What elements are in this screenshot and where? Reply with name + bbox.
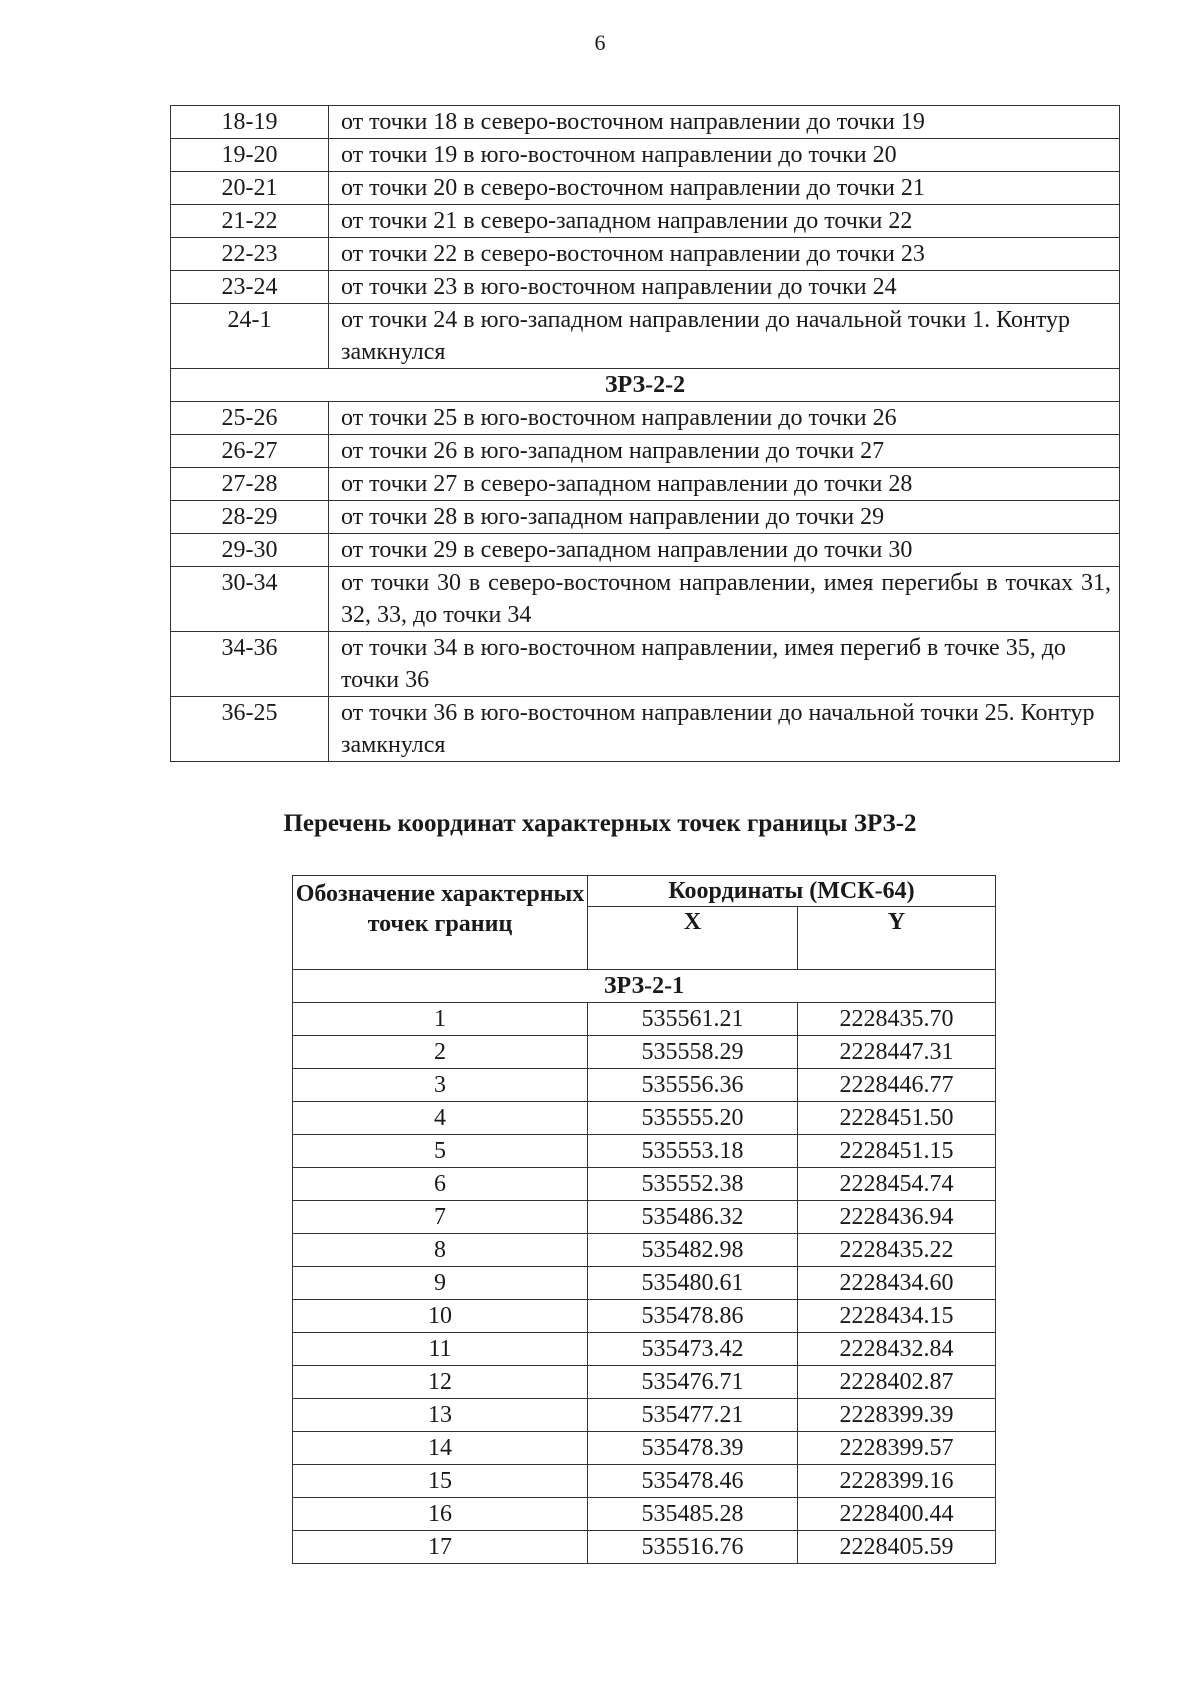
coordinate-row bbox=[293, 1135, 996, 1168]
coordinate-row bbox=[293, 1366, 996, 1399]
segment-description: от точки 28 в юго-западном направлении до точки 29 bbox=[329, 501, 1120, 534]
segment-row bbox=[171, 632, 1120, 697]
y-coordinate: 2228405.59 bbox=[798, 1531, 996, 1564]
x-axis-header: X bbox=[588, 907, 798, 970]
y-coordinate: 2228400.44 bbox=[798, 1498, 996, 1531]
coordinate-row bbox=[293, 1201, 996, 1234]
segment-id: 28-29 bbox=[171, 501, 329, 534]
segment-id: 20-21 bbox=[171, 172, 329, 205]
segment-id: 36-25 bbox=[171, 697, 329, 762]
segment-row bbox=[171, 468, 1120, 501]
segment-description: от точки 34 в юго-восточном направлении, имея перегиб в точке 35, до точки 36 bbox=[329, 632, 1120, 697]
segment-id: 26-27 bbox=[171, 435, 329, 468]
coordinate-row bbox=[293, 1003, 996, 1036]
segment-id: 21-22 bbox=[171, 205, 329, 238]
point-number: 9 bbox=[293, 1267, 588, 1300]
coordinate-row bbox=[293, 1267, 996, 1300]
segment-description: от точки 27 в северо-западном направлении до точки 28 bbox=[329, 468, 1120, 501]
segment-id: 25-26 bbox=[171, 402, 329, 435]
section-row bbox=[293, 970, 996, 1003]
point-label-header: Обозначение характерных точек границ bbox=[293, 876, 588, 970]
y-coordinate: 2228434.60 bbox=[798, 1267, 996, 1300]
y-coordinate: 2228454.74 bbox=[798, 1168, 996, 1201]
coordinate-row bbox=[293, 1333, 996, 1366]
x-coordinate: 535480.61 bbox=[588, 1267, 798, 1300]
coordinate-row bbox=[293, 1036, 996, 1069]
point-number: 5 bbox=[293, 1135, 588, 1168]
coordinate-row bbox=[293, 1300, 996, 1333]
segment-row bbox=[171, 172, 1120, 205]
x-coordinate: 535486.32 bbox=[588, 1201, 798, 1234]
segment-row bbox=[171, 106, 1120, 139]
segment-description: от точки 18 в северо-восточном направлении до точки 19 bbox=[329, 106, 1120, 139]
coordinate-system-header: Координаты (МСК-64) bbox=[588, 876, 996, 907]
y-coordinate: 2228447.31 bbox=[798, 1036, 996, 1069]
coordinate-row bbox=[293, 1234, 996, 1267]
point-number: 6 bbox=[293, 1168, 588, 1201]
coordinate-row bbox=[293, 1399, 996, 1432]
y-coordinate: 2228434.15 bbox=[798, 1300, 996, 1333]
point-number: 3 bbox=[293, 1069, 588, 1102]
x-coordinate: 535478.46 bbox=[588, 1465, 798, 1498]
y-coordinate: 2228435.70 bbox=[798, 1003, 996, 1036]
segment-id: 22-23 bbox=[171, 238, 329, 271]
y-axis-header: Y bbox=[798, 907, 996, 970]
section-row bbox=[171, 369, 1120, 402]
y-coordinate: 2228399.57 bbox=[798, 1432, 996, 1465]
point-number: 4 bbox=[293, 1102, 588, 1135]
segment-row bbox=[171, 205, 1120, 238]
x-coordinate: 535516.76 bbox=[588, 1531, 798, 1564]
segments-table bbox=[170, 105, 1120, 762]
point-number: 12 bbox=[293, 1366, 588, 1399]
x-coordinate: 535478.86 bbox=[588, 1300, 798, 1333]
coordinate-row bbox=[293, 1432, 996, 1465]
x-coordinate: 535552.38 bbox=[588, 1168, 798, 1201]
x-coordinate: 535555.20 bbox=[588, 1102, 798, 1135]
segment-id: 27-28 bbox=[171, 468, 329, 501]
segment-id: 18-19 bbox=[171, 106, 329, 139]
page-number: 6 bbox=[594, 30, 606, 55]
x-coordinate: 535561.21 bbox=[588, 1003, 798, 1036]
coordinate-row bbox=[293, 1168, 996, 1201]
coordinates-table bbox=[292, 875, 996, 1564]
segment-id: 24-1 bbox=[171, 304, 329, 369]
section-label: ЗРЗ-2-1 bbox=[293, 970, 996, 1003]
segment-description: от точки 24 в юго-западном направлении до начальной точки 1. Контур замкнулся bbox=[329, 304, 1120, 369]
x-coordinate: 535558.29 bbox=[588, 1036, 798, 1069]
point-number: 13 bbox=[293, 1399, 588, 1432]
y-coordinate: 2228432.84 bbox=[798, 1333, 996, 1366]
segment-id: 30-34 bbox=[171, 567, 329, 632]
coordinate-row bbox=[293, 1069, 996, 1102]
segment-description: от точки 29 в северо-западном направлении до точки 30 bbox=[329, 534, 1120, 567]
y-coordinate: 2228451.50 bbox=[798, 1102, 996, 1135]
segment-id: 19-20 bbox=[171, 139, 329, 172]
y-coordinate: 2228436.94 bbox=[798, 1201, 996, 1234]
segment-row bbox=[171, 304, 1120, 369]
segment-row bbox=[171, 435, 1120, 468]
segment-description: от точки 23 в юго-восточном направлении до точки 24 bbox=[329, 271, 1120, 304]
point-number: 17 bbox=[293, 1531, 588, 1564]
coordinate-row bbox=[293, 1465, 996, 1498]
segment-id: 34-36 bbox=[171, 632, 329, 697]
segment-row bbox=[171, 139, 1120, 172]
segment-row bbox=[171, 271, 1120, 304]
segment-row bbox=[171, 697, 1120, 762]
segment-description: от точки 30 в северо-восточном направлении, имея перегибы в точках 31, 32, 33, до точки 34 bbox=[329, 567, 1120, 632]
coordinate-row bbox=[293, 1498, 996, 1531]
y-coordinate: 2228451.15 bbox=[798, 1135, 996, 1168]
segment-id: 23-24 bbox=[171, 271, 329, 304]
segment-row bbox=[171, 238, 1120, 271]
x-coordinate: 535485.28 bbox=[588, 1498, 798, 1531]
y-coordinate: 2228402.87 bbox=[798, 1366, 996, 1399]
coordinate-row bbox=[293, 1102, 996, 1135]
x-coordinate: 535476.71 bbox=[588, 1366, 798, 1399]
x-coordinate: 535473.42 bbox=[588, 1333, 798, 1366]
point-number: 1 bbox=[293, 1003, 588, 1036]
segment-row bbox=[171, 534, 1120, 567]
segment-id: 29-30 bbox=[171, 534, 329, 567]
segment-description: от точки 20 в северо-восточном направлении до точки 21 bbox=[329, 172, 1120, 205]
point-number: 2 bbox=[293, 1036, 588, 1069]
segment-description: от точки 22 в северо-восточном направлении до точки 23 bbox=[329, 238, 1120, 271]
segment-description: от точки 36 в юго-восточном направлении до начальной точки 25. Контур замкнулся bbox=[329, 697, 1120, 762]
x-coordinate: 535556.36 bbox=[588, 1069, 798, 1102]
point-number: 11 bbox=[293, 1333, 588, 1366]
y-coordinate: 2228435.22 bbox=[798, 1234, 996, 1267]
y-coordinate: 2228399.16 bbox=[798, 1465, 996, 1498]
segment-description: от точки 26 в юго-западном направлении до точки 27 bbox=[329, 435, 1120, 468]
coordinates-header-row bbox=[293, 876, 996, 907]
point-number: 7 bbox=[293, 1201, 588, 1234]
point-number: 16 bbox=[293, 1498, 588, 1531]
x-coordinate: 535478.39 bbox=[588, 1432, 798, 1465]
x-coordinate: 535477.21 bbox=[588, 1399, 798, 1432]
segment-description: от точки 19 в юго-восточном направлении до точки 20 bbox=[329, 139, 1120, 172]
point-number: 10 bbox=[293, 1300, 588, 1333]
point-number: 14 bbox=[293, 1432, 588, 1465]
segment-description: от точки 21 в северо-западном направлении до точки 22 bbox=[329, 205, 1120, 238]
segment-row bbox=[171, 402, 1120, 435]
segment-row bbox=[171, 501, 1120, 534]
y-coordinate: 2228399.39 bbox=[798, 1399, 996, 1432]
x-coordinate: 535482.98 bbox=[588, 1234, 798, 1267]
segment-row bbox=[171, 567, 1120, 632]
y-coordinate: 2228446.77 bbox=[798, 1069, 996, 1102]
coordinate-row bbox=[293, 1531, 996, 1564]
point-number: 15 bbox=[293, 1465, 588, 1498]
point-number: 8 bbox=[293, 1234, 588, 1267]
segment-description: от точки 25 в юго-восточном направлении до точки 26 bbox=[329, 402, 1120, 435]
x-coordinate: 535553.18 bbox=[588, 1135, 798, 1168]
section-label: ЗРЗ-2-2 bbox=[171, 369, 1120, 402]
coordinates-title: Перечень координат характерных точек границы ЗРЗ-2 bbox=[283, 810, 917, 837]
